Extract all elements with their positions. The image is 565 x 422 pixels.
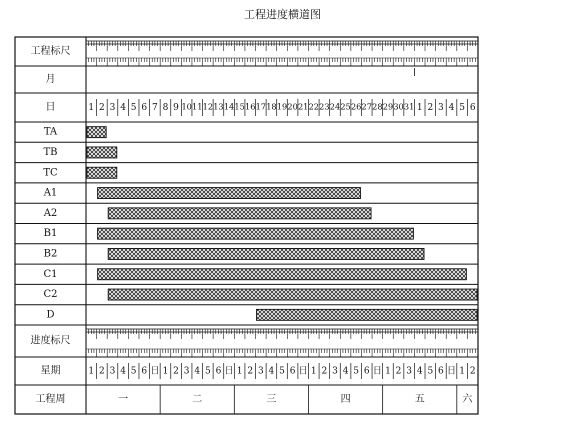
day-label: 3 [109,103,116,113]
task-bar [108,208,371,219]
weekday-label: 5 [353,366,360,377]
day-label: 2 [99,103,105,113]
weekday-label: 1 [459,366,465,377]
bottom-scale-ruler [86,329,478,357]
task-bar [108,289,477,300]
day-label: 5 [459,103,465,113]
week-label: 二 [192,394,203,405]
weekday-label: 6 [141,366,148,377]
day-label: 1 [88,103,95,113]
row-label-week: 工程周 [35,394,66,405]
weekday-label: 3 [257,366,264,377]
day-label: 10 [181,101,192,112]
weekday-label: 日 [298,366,308,377]
row-label-month: 月 [45,74,56,85]
task-label: B1 [43,228,58,240]
day-label: 4 [448,103,455,113]
weekday-label: 日 [224,366,234,377]
weekday-label: 3 [109,366,116,377]
task-bar [87,127,106,138]
weekday-label: 日 [150,366,160,377]
task-bar [87,147,117,158]
weekday-label: 5 [279,366,285,377]
day-label: 14 [223,101,235,112]
weekday-label: 5 [427,366,434,377]
day-label: 18 [266,101,277,112]
week-label: 三 [266,394,277,405]
day-label: 25 [340,101,351,112]
weekday-label: 2 [469,366,476,377]
task-label: TB [43,146,58,158]
weekday-label: 5 [130,366,137,377]
weekday-label: 4 [194,366,201,377]
task-label: B2 [43,248,58,260]
row-label-scale-top: 工程标尺 [30,46,71,57]
task-bar [87,167,117,178]
day-label: 30 [393,101,404,112]
weekday-label: 4 [120,366,126,377]
weekday-label: 5 [204,366,211,377]
weekday-label: 6 [438,366,444,377]
day-label: 6 [469,103,476,113]
day-label: 7 [151,103,158,113]
day-label: 31 [403,101,415,112]
chart-title: 工程进度横道图 [244,8,321,21]
week-label: 六 [462,394,473,405]
row-label-day: 日 [45,102,56,113]
day-label: 11 [192,101,203,112]
weekday-label: 3 [406,366,413,377]
weekday-label: 2 [321,366,328,377]
row-label-weekday: 星期 [40,365,61,377]
day-label: 13 [213,101,224,112]
weekday-label: 日 [372,366,382,377]
day-label: 3 [438,103,444,113]
weekday-label: 4 [268,366,275,377]
day-label: 20 [287,101,298,112]
weekday-label: 4 [342,366,349,377]
day-label: 29 [382,101,394,112]
day-label: 21 [297,101,309,112]
day-label: 16 [245,101,256,112]
day-label: 27 [361,101,372,112]
weekday-label: 1 [162,366,169,377]
task-label: TC [43,167,58,179]
week-label: 四 [340,394,351,405]
weekday-label: 3 [183,366,190,377]
day-label: 22 [308,101,319,112]
day-label: 4 [120,103,126,113]
week-label: 一 [118,394,129,405]
top-scale-ruler [86,41,478,66]
day-label: 24 [329,101,341,112]
day-label: 6 [141,103,148,113]
weekday-label: 1 [310,366,317,377]
day-label: 17 [255,101,267,112]
weekday-label: 2 [395,366,402,377]
task-bar [98,188,361,199]
task-bar [98,269,467,280]
weekday-label: 日 [447,366,457,377]
weekday-label: 2 [99,366,105,377]
weekday-label: 4 [416,366,423,377]
day-label: 1 [416,103,423,113]
weekday-label: 6 [289,366,296,377]
weekday-label: 6 [215,366,222,377]
day-label: 15 [234,101,245,112]
weekday-label: 2 [173,366,179,377]
weekday-label: 3 [332,366,338,377]
weekday-label: 2 [247,366,254,377]
day-label: 2 [427,103,434,113]
task-label: D [46,309,55,321]
week-label: 五 [414,394,425,405]
task-bar [257,309,477,320]
day-label: 23 [319,101,330,112]
row-label-scale-bottom: 进度标尺 [30,335,71,347]
day-label: 12 [202,101,214,112]
day-label: 8 [162,103,169,113]
task-bar [98,228,414,239]
day-label: 5 [130,103,137,113]
weekday-label: 1 [236,366,243,377]
task-label: C1 [43,268,58,280]
task-label: TA [43,126,58,138]
task-label: C2 [43,289,58,301]
weekday-label: 1 [385,366,391,377]
day-label: 28 [372,101,383,112]
day-label: 26 [350,101,362,112]
weekday-label: 6 [363,366,370,377]
task-bar [108,248,424,259]
weekday-label: 1 [88,366,95,377]
day-label: 9 [173,103,179,113]
day-label: 19 [276,101,288,112]
task-label: A2 [43,207,58,219]
task-label: A1 [43,187,58,199]
